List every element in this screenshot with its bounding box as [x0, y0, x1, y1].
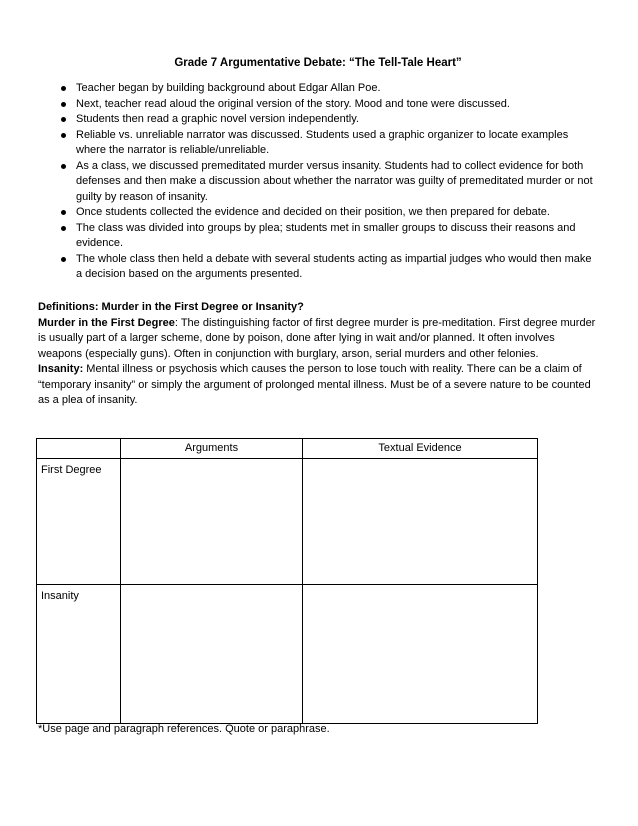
bullet-icon: [61, 164, 66, 169]
insanity-evidence-cell[interactable]: [303, 585, 538, 724]
list-item: Next, teacher read aloud the original version of the story. Mood and tone were discussed.: [38, 97, 598, 113]
page-title: Grade 7 Argumentative Debate: “The Tell-Tale Heart”: [174, 57, 462, 69]
footnote: *Use page and paragraph references. Quote or paraphrase.: [38, 723, 330, 735]
insanity-term: Insanity:: [38, 363, 84, 375]
definitions-heading: Definitions: Murder in the First Degree or Insanity?: [38, 301, 304, 313]
list-item: Students then read a graphic novel version independently.: [38, 112, 598, 128]
bullet-icon: [61, 257, 66, 262]
murder-text: : The distinguishing factor of first degree murder is pre-meditation. First degree murder is usually part of a larger scheme, done by poison, done after lying in wait and/or planned. It often involves weapons (especially guns). Often in conjunction with burglary, arson, serial murders and other felonies.: [38, 316, 596, 360]
table-header-evidence: Textual Evidence: [303, 439, 538, 459]
table-row: [37, 459, 538, 585]
insanity-arguments-cell[interactable]: [121, 585, 303, 724]
row-label-insanity: Insanity: [37, 585, 121, 724]
insanity-text: Mental illness or psychosis which causes the person to lose touch with reality. There can be a claim of “temporary insanity” or simply the argument of prolonged mental illness. Must be of a severe nature to be counted as a plea of insanity.: [38, 363, 591, 406]
list-item: The whole class then held a debate with several students acting as impartial judges who would then make a decision based on the arguments presented.: [38, 252, 598, 283]
first-degree-arguments-cell[interactable]: [121, 459, 303, 585]
bullet-icon: [61, 102, 66, 107]
definitions-section: [38, 300, 598, 409]
table-header-row: [37, 439, 538, 459]
bullet-icon: [61, 210, 66, 215]
bullet-icon: [61, 86, 66, 91]
list-item: The class was divided into groups by plea; students met in smaller groups to discuss their reasons and evidence.: [38, 221, 598, 252]
first-degree-evidence-cell[interactable]: [303, 459, 538, 585]
bullet-icon: [61, 117, 66, 122]
murder-definition: [38, 316, 598, 363]
list-item: Once students collected the evidence and decided on their position, we then prepared for debate.: [38, 205, 598, 221]
bullet-icon: [61, 226, 66, 231]
activity-list: [38, 81, 598, 283]
table-row: [37, 585, 538, 724]
murder-term: Murder in the First Degree: [38, 316, 175, 329]
table-header-blank: [37, 439, 121, 459]
bullet-icon: [61, 133, 66, 138]
list-item: Teacher began by building background about Edgar Allan Poe.: [38, 81, 598, 97]
insanity-definition: [38, 362, 598, 409]
table-header-arguments: Arguments: [121, 439, 303, 459]
row-label-first-degree: First Degree: [37, 459, 121, 585]
debate-organizer-table: [36, 438, 538, 724]
list-item: Reliable vs. unreliable narrator was discussed. Students used a graphic organizer to locate examples where the narrator is reliable/unreliable.: [38, 128, 598, 159]
list-item: As a class, we discussed premeditated murder versus insanity. Students had to collect evidence for both defenses and then make a discussion about whether the narrator was guilty of premeditated murder or not guilty by reason of insanity.: [38, 159, 598, 206]
